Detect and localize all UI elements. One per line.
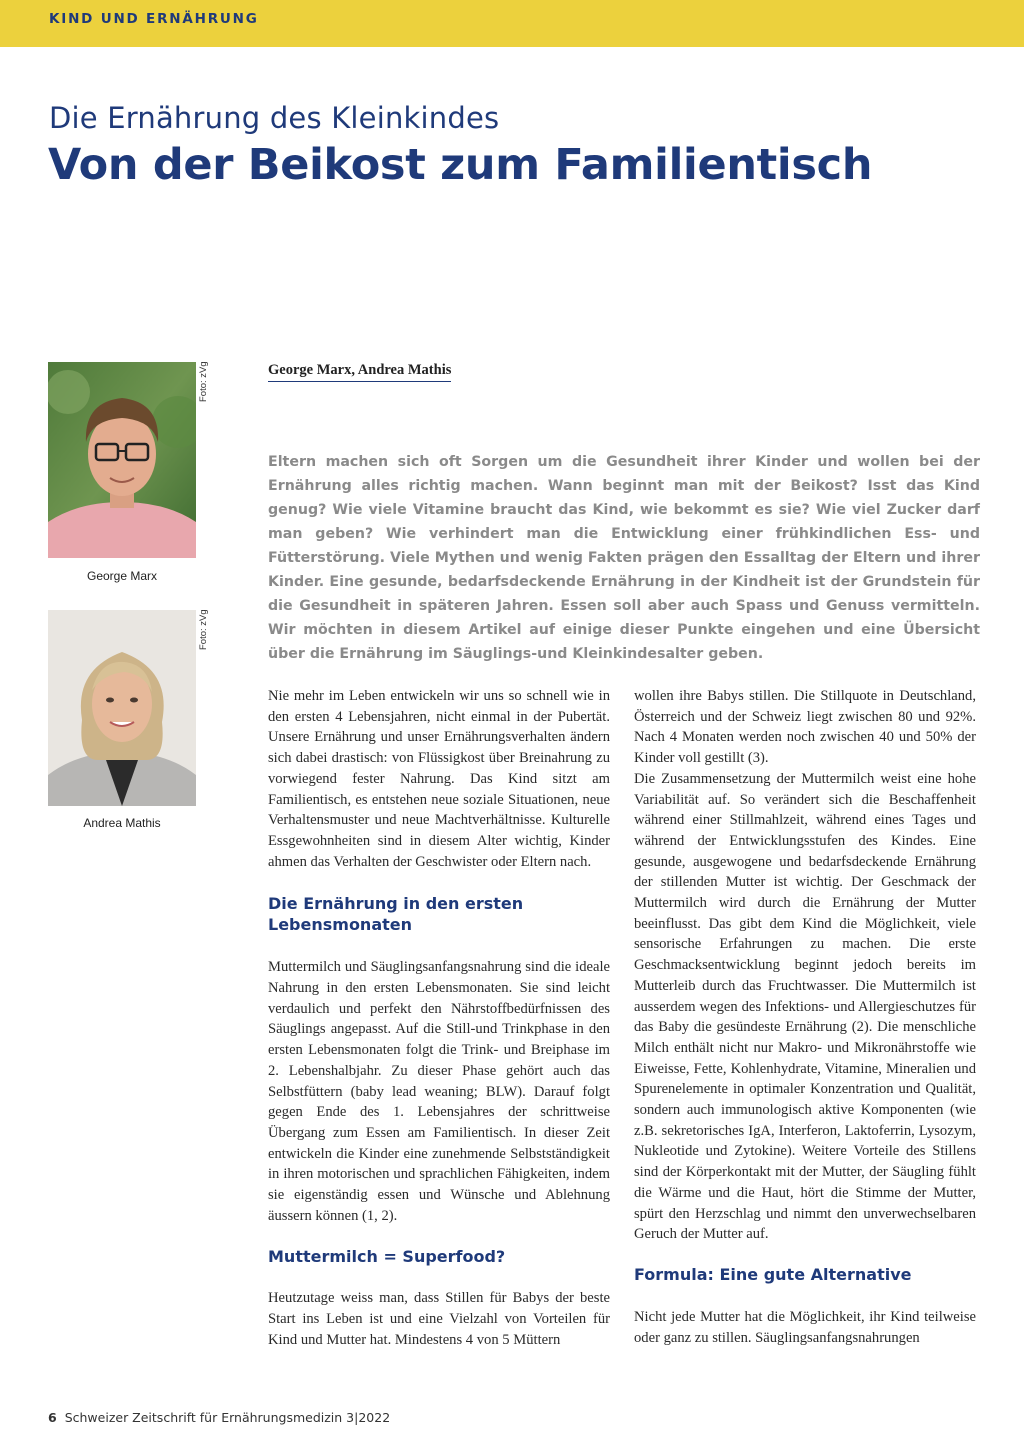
article-kicker: Die Ernährung des Kleinkindes	[49, 101, 500, 135]
section-heading: Formula: Eine gute Alternative	[634, 1264, 912, 1284]
journal-name: Schweizer Zeitschrift für Ernährungsmedizin 3|2022	[64, 1410, 391, 1425]
article-authors: George Marx, Andrea Mathis	[268, 362, 451, 382]
body-paragraph: Die Zusammensetzung der Muttermilch weist eine hohe Variabilität auf. So verändert sich die Beschaffenheit während einer Stillmahlzeit, während eines Tages und während der Entwicklungsstufen des Kindes. Eine gesunde, ausgewogene und bedarfsdeckende Ernährung der stillenden Mutter ist wichtig. Der Geschmack der Muttermilch wird durch die Ernährung der Mutter beeinflusst. Das gibt dem Kind die Möglichkeit, viele sensorische Erfahrungen zu machen. Die erste Geschmacksentwicklung beginnt jedoch bereits im Mutterleib durch das Fruchtwasser. Die Muttermilch ist ausserdem wegen des Infektions- und Allergieschutzes für das Baby die gesündeste Ernährung (2). Die menschliche Milch enthält nicht nur Makro- und Mikronährstoffe wie Eiweisse, Fette, Kohlenhydrate, Vitamine, Mineralien und Spurenelemente in optimaler Konzentration und Qualität, sondern auch immunologisch aktive Komponenten (wie z.B. sekretorisches IgA, Interferon, Laktoferrin, Lysozym, Nukleotide und Zytokine). Weitere Vorteile des Stillens sind der Körperkontakt mit der Mutter, der Säugling fühlt die Wärme und die Haut, hört die Stimme der Mutter, spürt den Herzschlag und nimmt den unverwechselbaren Geruch der Mutter auf.	[634, 770, 976, 1243]
body-paragraph: wollen ihre Babys stillen. Die Stillquote in Deutschland, Österreich und der Schweiz liegt zwischen 80 und 92%. Nach 4 Monaten werden noch zwischen 40 und 50% der Kinder voll gestillt (3).	[634, 688, 976, 767]
article-lead: Eltern machen sich oft Sorgen um die Gesundheit ihrer Kinder und wollen bei der Ernährung alles richtig machen. Wann beginnt man mit der Beikost? Isst das Kind genug? Wie viele Vitamine braucht das Kind, wie bekommt es sie? Wie viel Zucker darf man geben? Wie verhindert man die Entwicklung einer frühkindlichen Ess- und Fütterstörung. Viele Mythen und wenig Fakten prägen den Essalltag der Eltern und ihrer Kinder. Eine gesunde, bedarfsdeckende Ernährung in der Kindheit ist der Grundstein für die Gesundheit in späteren Jahren. Essen soll aber auch Spass und Genuss vermitteln. Wir möchten in diesem Artikel auf einige dieser Punkte eingehen und eine Übersicht über die Ernährung im Säuglings-und Kleinkindesalter geben.	[268, 454, 980, 662]
photo-caption: George Marx	[86, 569, 158, 583]
author-photo-george-marx	[48, 362, 196, 558]
body-paragraph: Heutzutage weiss man, dass Stillen für Babys der beste Start ins Leben ist und eine Vielzahl von Vorteilen für Kind und Mutter hat. Mindestens 4 von 5 Müttern	[268, 1290, 610, 1348]
body-column-left	[268, 686, 610, 1351]
section-header-bar	[0, 0, 1024, 47]
body-column-right	[634, 686, 976, 1348]
body-paragraph: Muttermilch und Säuglingsanfangsnahrung sind die ideale Nahrung in den ersten Lebensmonaten. Sie sind leicht verdaulich und perfekt den Nährstoffbedürfnissen des Säuglings angepasst. Auf die Still-und Trinkphase in den ersten Lebensmonaten folgt die Trink- und Breiphase im 2. Lebenshalbjahr. Zu dieser Phase gehört auch das Selbstfüttern (baby lead weaning; BLW). Darauf folgt gegen Ende des 1. Lebensjahres der schrittweise Übergang zum Essen am Familientisch. In dieser Zeit entwickeln die Kinder eine zunehmende Selbstständigkeit in ihren motorischen und sprachlichen Fähigkeiten, indem sie eigenständig essen und Wünsche und Ablehnung äussern können (1, 2).	[268, 959, 610, 1224]
author-photo-andrea-mathis	[48, 610, 196, 806]
body-paragraph: Nie mehr im Leben entwickeln wir uns so schnell wie in den ersten 4 Lebensjahren, nicht einmal in der Pubertät. Unsere Ernährung und unser Ernährungsverhalten ändern sich dabei drastisch: von Flüssigkost über Breinahrung zu vorwiegend fester Nahrung. Das Kind sitzt am Familientisch, es entstehen neue soziale Situationen, neue Verhaltensmuster und neue Machtverhältnisse. Kulturelle Essgewohnheiten sind in diesem Alter wichtig, Kinder ahmen das Verhalten der Geschwister oder Eltern nach.	[268, 688, 610, 870]
page-number: 6	[48, 1410, 57, 1425]
article-title: Von der Beikost zum Familientisch	[48, 140, 873, 190]
photo-caption: Andrea Mathis	[83, 816, 161, 830]
section-heading: Muttermilch = Superfood?	[268, 1247, 506, 1267]
photo-credit: Foto: zVg	[198, 609, 209, 650]
body-paragraph: Nicht jede Mutter hat die Möglichkeit, ihr Kind teilweise oder ganz zu stillen. Säuglingsanfangsnahrungen	[634, 1308, 976, 1346]
photo-credit: Foto: zVg	[198, 361, 209, 402]
page-footer	[48, 1410, 390, 1425]
section-heading: Die Ernährung in den ersten Lebensmonaten	[268, 894, 524, 935]
section-label: KIND UND ERNÄHRUNG	[49, 11, 259, 27]
